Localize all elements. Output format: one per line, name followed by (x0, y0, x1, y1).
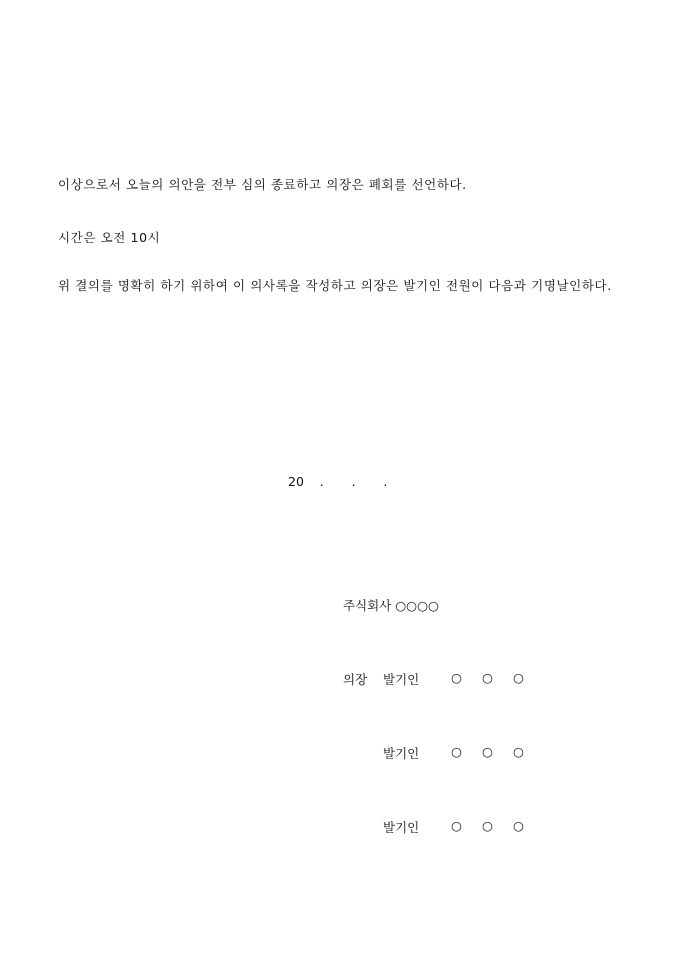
name-placeholder-mark: ○ (482, 818, 493, 833)
name-placeholder-mark: ○ (482, 670, 493, 685)
signature-title: 발기인 (383, 672, 420, 687)
name-placeholder-mark: ○ (451, 670, 462, 685)
date-line: 20 . . . (288, 474, 388, 489)
company-name: 주식회사 ○○○○ (343, 598, 439, 613)
name-placeholder-mark: ○ (513, 818, 524, 833)
closing-paragraph: 이상으로서 오늘의 의안을 전부 심의 종료하고 의장은 폐회를 선언하다. (58, 177, 467, 192)
signature-row-chair (343, 670, 543, 690)
resolution-paragraph: 위 결의를 명확히 하기 위하여 이 의사록을 작성하고 의장은 발기인 전원이 다음과 기명날인하다. (58, 278, 612, 293)
time-paragraph: 시간은 오전 10시 (58, 230, 161, 245)
name-placeholder-mark: ○ (482, 744, 493, 759)
signature-row-promoter (343, 818, 543, 838)
signature-role: 의장 (343, 672, 368, 687)
signature-title: 발기인 (383, 746, 420, 761)
signature-title: 발기인 (383, 820, 420, 835)
name-placeholder-mark: ○ (451, 818, 462, 833)
name-placeholder-mark: ○ (513, 744, 524, 759)
name-placeholder-mark: ○ (513, 670, 524, 685)
signature-row-promoter (343, 744, 543, 764)
name-placeholder-mark: ○ (451, 744, 462, 759)
